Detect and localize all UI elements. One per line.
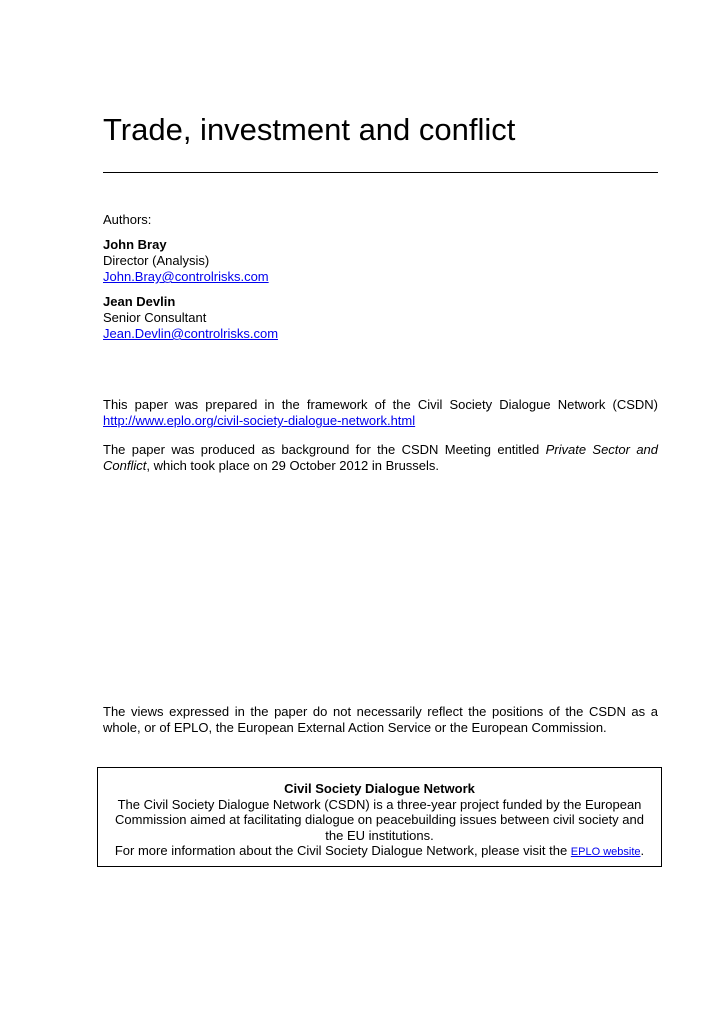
csdn-info-box [97, 767, 662, 867]
author-email-bray[interactable]: John.Bray@controlrisks.com [103, 269, 269, 284]
csdn-box-title: Civil Society Dialogue Network [284, 781, 475, 796]
background-paragraph [103, 442, 658, 474]
framework-paragraph [103, 397, 658, 429]
csdn-url-link[interactable]: http://www.eplo.org/civil-society-dialogue-network.html [103, 413, 416, 428]
author-email-devlin[interactable]: Jean.Devlin@controlrisks.com [103, 326, 279, 341]
eplo-website-link[interactable]: EPLO website [570, 846, 641, 858]
framework-text: This paper was prepared in the framework of the Civil Society Dialogue Network (CSDN) [103, 397, 658, 412]
authors-label: Authors: [103, 212, 152, 227]
disclaimer-paragraph [103, 704, 658, 736]
csdn-box-line-4-end: . [640, 843, 645, 858]
title-divider [103, 172, 658, 173]
background-line-2 [103, 458, 658, 474]
author-name-devlin: Jean Devlin [103, 294, 176, 309]
author-role-bray: Director (Analysis) [103, 253, 210, 268]
meeting-title-part-2: Conflict [103, 458, 147, 473]
disclaimer-line-1: The views expressed in the paper do not necessarily reflect the positions of the CSDN as a [103, 704, 658, 719]
author-role-devlin: Senior Consultant [103, 310, 207, 325]
background-text-before: The paper was produced as background for the CSDN Meeting entitled [103, 442, 546, 457]
csdn-box-line-2: Commission aimed at facilitating dialogue on peacebuilding issues between civil society and [115, 812, 644, 827]
author-name-bray: John Bray [103, 237, 167, 252]
background-line-1 [103, 442, 658, 458]
csdn-box-line-4 [98, 843, 661, 861]
document-title: Trade, investment and conflict [103, 112, 516, 147]
authors-section [103, 212, 658, 342]
disclaimer-line-2: whole, or of EPLO, the European External Action Service or the European Commission. [103, 720, 607, 735]
background-text-after: , which took place on 29 October 2012 in Brussels. [146, 458, 440, 473]
meeting-title-part-1: Private Sector and [545, 442, 659, 457]
csdn-box-line-1: The Civil Society Dialogue Network (CSDN) is a three-year project funded by the European [117, 796, 642, 812]
csdn-box-line-4-text: For more information about the Civil Society Dialogue Network, please visit the [114, 843, 571, 858]
csdn-box-line-3: the EU institutions. [325, 827, 434, 843]
